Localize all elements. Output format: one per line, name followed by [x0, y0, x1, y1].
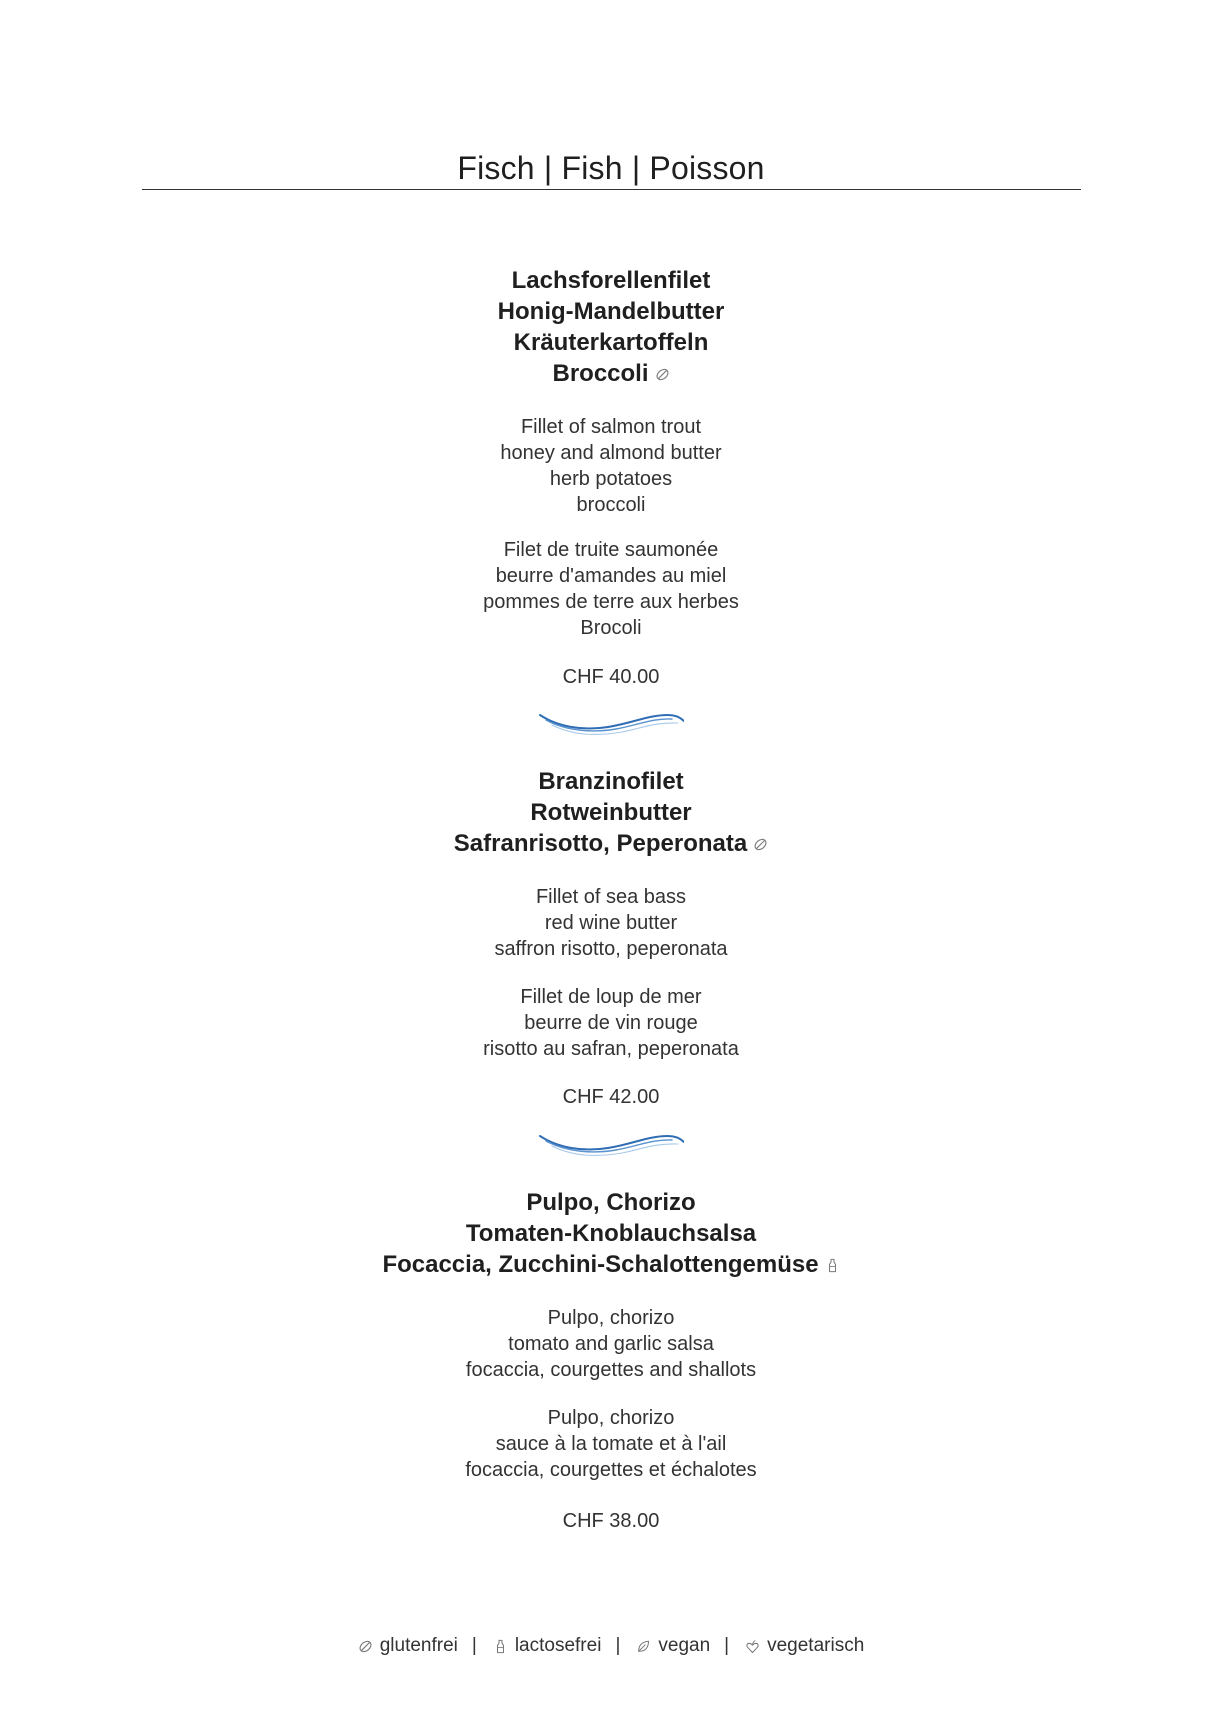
description-line: sauce à la tomate et à l'ail	[495, 1433, 727, 1455]
description-line: herb potatoes	[549, 468, 673, 490]
description-line: pommes de terre aux herbes	[483, 591, 739, 613]
description-line: Fillet of salmon trout	[520, 416, 702, 438]
description-line: beurre d'amandes au miel	[495, 565, 727, 587]
legend-item-vegetarian	[745, 1634, 864, 1658]
legend-separator: |	[724, 1635, 730, 1656]
dish-line: Lachsforellenfilet	[511, 267, 711, 294]
vegan-icon	[636, 1639, 651, 1654]
dish-2-english-description	[0, 884, 1222, 962]
dish-line	[0, 358, 1222, 389]
dish-2-price: CHF 42.00	[562, 1086, 660, 1108]
dish-line: Kräuterkartoffeln	[513, 329, 709, 356]
legend-label: vegan	[658, 1635, 711, 1656]
wave-divider-icon	[538, 1132, 684, 1162]
description-line: Filet de truite saumonée	[503, 539, 719, 561]
dish-line-text: Broccoli	[552, 360, 649, 387]
dish-line: Branzinofilet	[538, 768, 684, 795]
legend-label: glutenfrei	[379, 1635, 458, 1656]
lactosefree-icon	[825, 1258, 840, 1273]
legend-label: vegetarisch	[767, 1635, 865, 1656]
dish-1-english-description	[0, 414, 1222, 518]
glutenfree-icon	[358, 1639, 373, 1654]
dish-line	[0, 1249, 1222, 1280]
dietary-legend	[0, 1634, 1222, 1658]
dish-2-french-description	[0, 984, 1222, 1062]
description-line: red wine butter	[544, 912, 678, 934]
dish-1-german-name	[0, 265, 1222, 389]
description-line: Pulpo, chorizo	[547, 1307, 675, 1329]
page-title: Fisch | Fish | Poisson	[457, 150, 765, 186]
dish-line-text: Safranrisotto, Peperonata	[453, 830, 748, 857]
wave-divider-icon	[538, 711, 684, 741]
dish-3-german-name	[0, 1187, 1222, 1280]
dish-3-price: CHF 38.00	[562, 1510, 660, 1532]
dish-1-french-description	[0, 537, 1222, 641]
dish-2-german-name	[0, 766, 1222, 859]
glutenfree-icon	[753, 837, 768, 852]
description-line: focaccia, courgettes et échalotes	[465, 1459, 757, 1481]
description-line: honey and almond butter	[500, 442, 722, 464]
description-line: broccoli	[576, 494, 646, 516]
legend-item-vegan	[636, 1634, 710, 1658]
dish-line: Pulpo, Chorizo	[526, 1189, 696, 1216]
description-line: risotto au safran, peperonata	[483, 1038, 739, 1060]
description-line: Pulpo, chorizo	[547, 1407, 675, 1429]
description-line: beurre de vin rouge	[524, 1012, 698, 1034]
description-line: Brocoli	[580, 617, 642, 639]
dish-line: Tomaten-Knoblauchsalsa	[465, 1220, 757, 1247]
dish-3-french-description	[0, 1405, 1222, 1483]
description-line: focaccia, courgettes and shallots	[465, 1359, 757, 1381]
vegetarian-icon	[745, 1639, 760, 1654]
legend-item-lactosefree	[493, 1634, 602, 1658]
description-line: tomato and garlic salsa	[508, 1333, 714, 1355]
dish-line: Honig-Mandelbutter	[497, 298, 725, 325]
dish-1-price: CHF 40.00	[562, 666, 660, 688]
legend-separator: |	[471, 1635, 477, 1656]
legend-separator: |	[615, 1635, 621, 1656]
legend-label: lactosefrei	[514, 1635, 602, 1656]
dish-line-text: Focaccia, Zucchini-Schalottengemüse	[382, 1251, 819, 1278]
glutenfree-icon	[655, 367, 670, 382]
legend-item-glutenfree	[358, 1634, 458, 1658]
description-line: Fillet of sea bass	[535, 886, 687, 908]
lactosefree-icon	[493, 1639, 508, 1654]
description-line: saffron risotto, peperonata	[494, 938, 728, 960]
title-divider-line	[142, 189, 1081, 190]
dish-line	[0, 828, 1222, 859]
dish-3-english-description	[0, 1305, 1222, 1383]
description-line: Fillet de loup de mer	[520, 986, 702, 1008]
dish-line: Rotweinbutter	[530, 799, 692, 826]
